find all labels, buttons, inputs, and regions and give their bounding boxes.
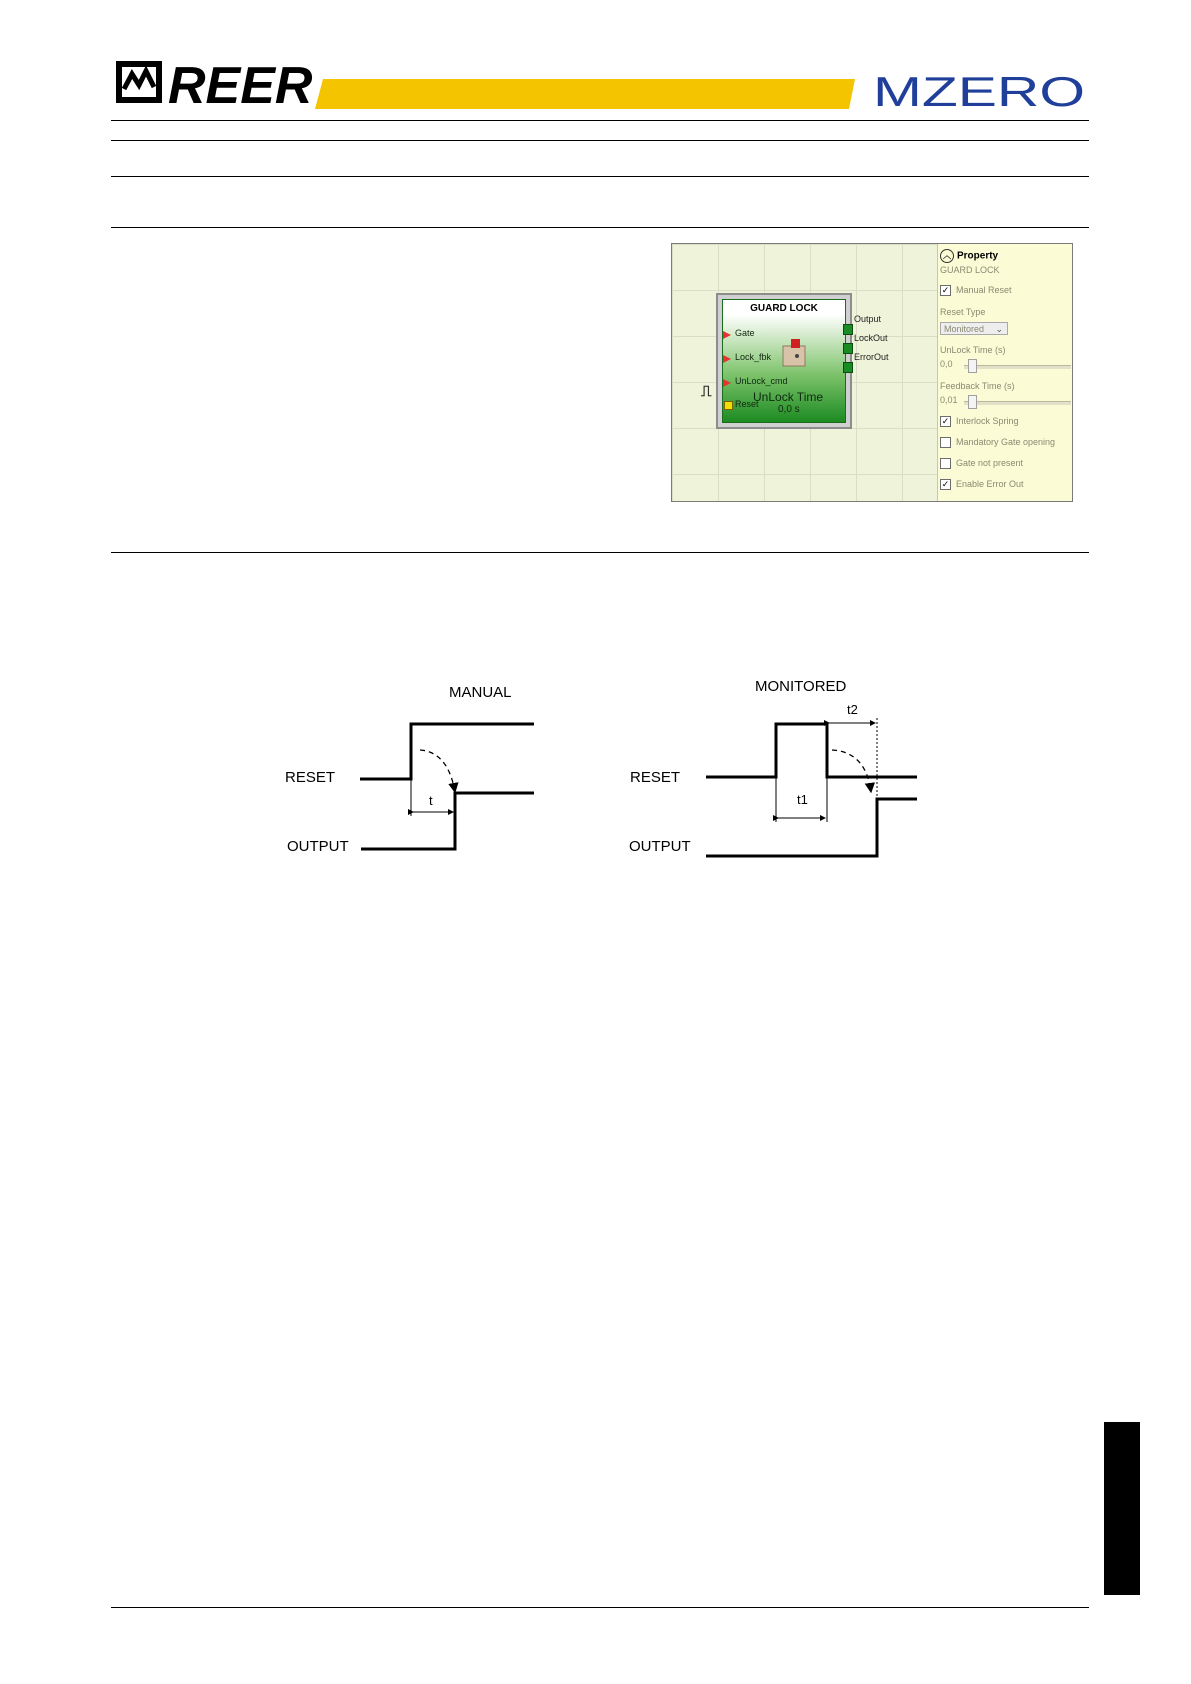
output-label-errorout: ErrorOut [854, 352, 889, 362]
manual-reset-waveform [360, 724, 534, 779]
output-label-output: Output [854, 314, 882, 324]
input-label-gate: Gate [735, 328, 755, 338]
manual-delay-label: t [429, 793, 433, 808]
checkbox-checked-icon[interactable]: ✓ [941, 285, 950, 296]
interlock-spring-label: Interlock Spring [956, 416, 1019, 426]
monitored-pulse-label: t1 [797, 792, 808, 807]
manual-reset-label: Manual Reset [956, 285, 1012, 295]
mandatory-gate-opening-label: Mandatory Gate opening [956, 437, 1056, 447]
input-label-lock-fbk: Lock_fbk [735, 352, 772, 362]
property-title: Property [957, 250, 999, 262]
checkbox-checked-icon[interactable]: ✓ [941, 479, 950, 490]
gate-not-present-label: Gate not present [956, 458, 1024, 468]
reset-type-value: Monitored [944, 324, 985, 334]
manual-output-waveform [361, 793, 534, 849]
unlock-time-value: 0,0 [940, 359, 953, 369]
monitored-output-waveform [706, 799, 917, 856]
chevron-down-icon: ⌄ [995, 324, 1003, 334]
monitored-delay-label: t2 [847, 702, 858, 717]
unlock-time-label: UnLock Time [753, 390, 824, 404]
manual-output-label: OUTPUT [287, 838, 349, 855]
manual-title: MANUAL [449, 684, 512, 701]
feedback-time-label: Feedback Time (s) [940, 381, 1015, 391]
unlock-time-label: UnLock Time (s) [940, 345, 1006, 355]
manual-causal-arrow [420, 750, 455, 792]
monitored-reset-waveform [706, 724, 917, 777]
reset-type-label: Reset Type [940, 307, 986, 317]
input-label-unlock-cmd: UnLock_cmd [735, 376, 788, 386]
input-label-reset: Reset [735, 399, 759, 409]
checkbox-checked-icon[interactable]: ✓ [941, 416, 950, 427]
unlock-time-value: 0,0 s [778, 404, 800, 415]
manual-reset-label: RESET [285, 769, 336, 786]
reer-logo-text: REER [168, 57, 313, 110]
monitored-reset-label: RESET [630, 769, 681, 786]
reset-pulse-icon: ⎍ [701, 383, 712, 400]
enable-error-out-label: Enable Error Out [956, 479, 1024, 489]
collapse-chevron-icon[interactable]: ︿ [940, 249, 954, 263]
property-block-name: GUARD LOCK [940, 265, 1000, 275]
mzero-logo-text: MZERO [873, 73, 1085, 109]
monitored-title: MONITORED [755, 678, 847, 695]
block-title: GUARD LOCK [750, 303, 818, 314]
section-thumb-tab [1104, 1422, 1140, 1595]
monitored-causal-arrow [832, 750, 871, 792]
monitored-output-label: OUTPUT [629, 838, 691, 855]
feedback-time-value: 0,01 [940, 395, 958, 405]
output-label-lockout: LockOut [854, 333, 888, 343]
